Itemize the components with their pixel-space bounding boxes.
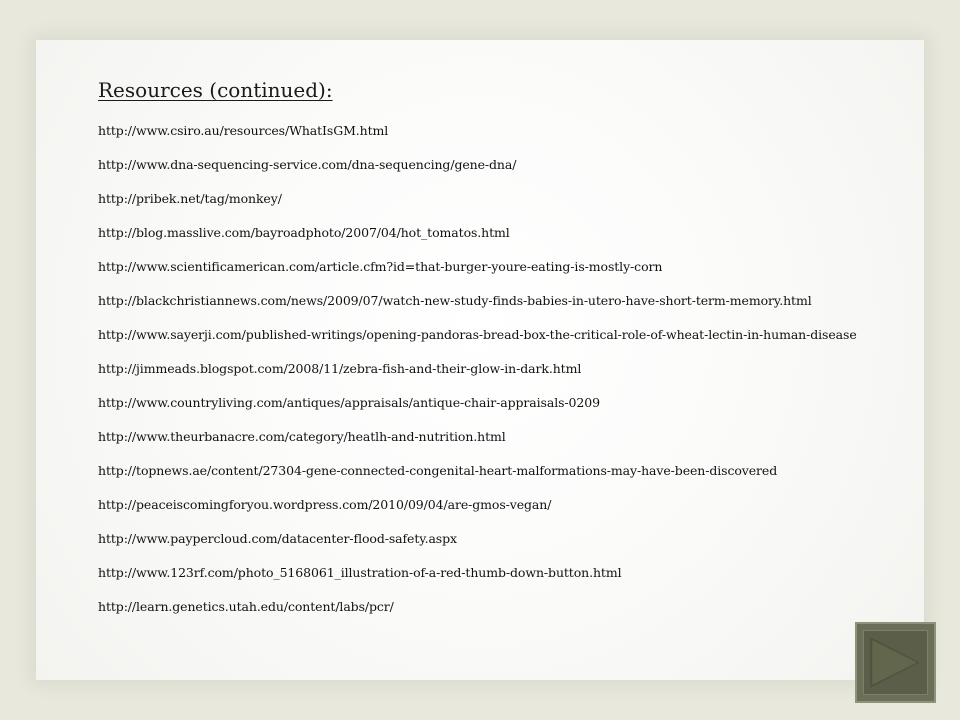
resource-link[interactable]: http://blackchristiannews.com/news/2009/07/watch-new-study-finds-babies-in-utero-have-short-term-memory.html: [98, 293, 812, 308]
page-title: Resources (continued):: [98, 78, 333, 102]
resource-link-item[interactable]: [98, 291, 888, 310]
resource-link-item[interactable]: [98, 461, 888, 480]
resource-link-item[interactable]: [98, 529, 888, 548]
resource-link-item[interactable]: [98, 121, 888, 140]
resource-link[interactable]: http://www.dna-sequencing-service.com/dna-sequencing/gene-dna/: [98, 157, 517, 172]
resource-link-item[interactable]: [98, 597, 888, 616]
resource-link-item[interactable]: [98, 189, 888, 208]
resource-link[interactable]: http://www.paypercloud.com/datacenter-flood-safety.aspx: [98, 531, 457, 546]
resource-link[interactable]: http://blog.masslive.com/bayroadphoto/2007/04/hot_tomatos.html: [98, 225, 510, 240]
resource-link-item[interactable]: [98, 223, 888, 242]
resource-link[interactable]: http://www.scientificamerican.com/article.cfm?id=that-burger-youre-eating-is-mostly-corn: [98, 259, 663, 274]
next-slide-button[interactable]: [855, 622, 936, 703]
resource-link[interactable]: http://topnews.ae/content/27304-gene-connected-congenital-heart-malformations-may-have-been-discovered: [98, 463, 778, 478]
resource-link[interactable]: http://peaceiscomingforyou.wordpress.com/2010/09/04/are-gmos-vegan/: [98, 497, 552, 512]
resource-link[interactable]: http://www.countryliving.com/antiques/appraisals/antique-chair-appraisals-0209: [98, 395, 600, 410]
resource-link[interactable]: http://www.theurbanacre.com/category/heatlh-and-nutrition.html: [98, 429, 506, 444]
resource-link[interactable]: http://learn.genetics.utah.edu/content/labs/pcr/: [98, 599, 394, 614]
resource-link[interactable]: http://pribek.net/tag/monkey/: [98, 191, 282, 206]
resource-link-item[interactable]: [98, 359, 888, 378]
play-next-icon: [857, 624, 934, 701]
resource-link-list: [98, 121, 888, 631]
resource-link-item[interactable]: [98, 325, 888, 344]
resource-link[interactable]: http://jimmeads.blogspot.com/2008/11/zebra-fish-and-their-glow-in-dark.html: [98, 361, 582, 376]
resource-link-item[interactable]: [98, 495, 888, 514]
resource-link-item[interactable]: [98, 427, 888, 446]
resource-link-item[interactable]: [98, 257, 888, 276]
resource-link[interactable]: http://www.sayerji.com/published-writings/opening-pandoras-bread-box-the-critical-role-of-wheat-lectin-in-human-disease: [98, 327, 857, 342]
resource-link[interactable]: http://www.csiro.au/resources/WhatIsGM.html: [98, 123, 389, 138]
resource-link[interactable]: http://www.123rf.com/photo_5168061_illustration-of-a-red-thumb-down-button.html: [98, 565, 622, 580]
resource-link-item[interactable]: [98, 563, 888, 582]
resource-link-item[interactable]: [98, 393, 888, 412]
resource-link-item[interactable]: [98, 155, 888, 174]
